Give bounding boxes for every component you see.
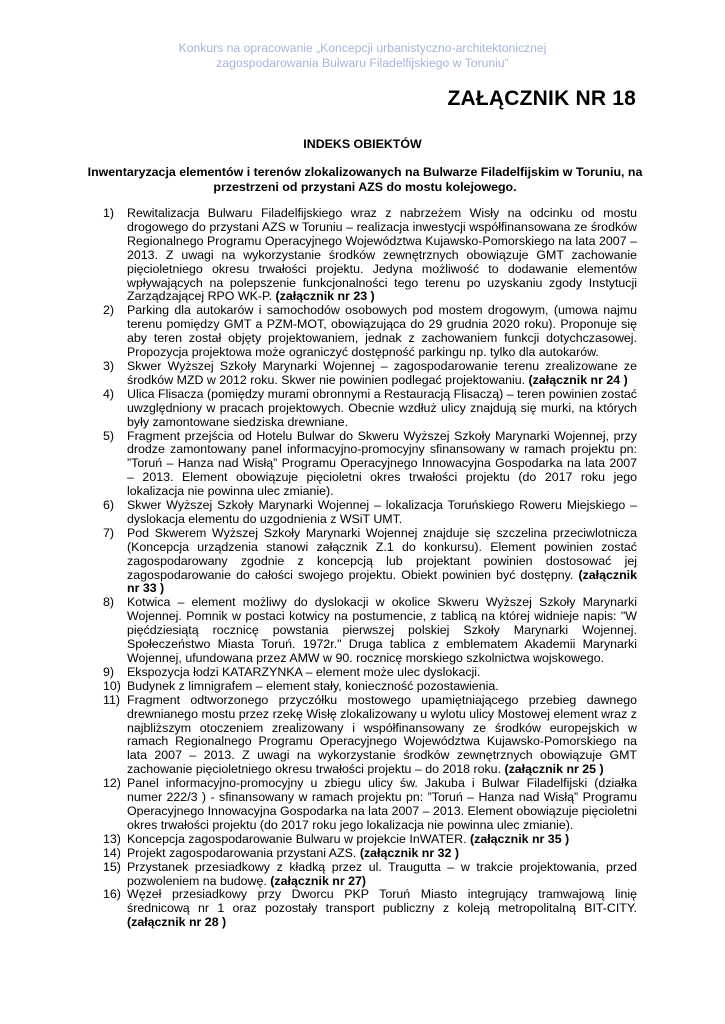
list-item-text: Skwer Wyższej Szkoły Marynarki Wojennej – lokalizacja Toruńskiego Roweru Miejskiego – dyslokacja elementu do uzgodnienia z WSiT UMT. [127, 498, 637, 526]
list-item [103, 861, 637, 889]
list-item [103, 847, 637, 861]
list-item-number: 14) [103, 845, 121, 860]
list-item [103, 680, 637, 694]
list-item-number: 8) [103, 595, 115, 610]
header-line-1: Konkurs na opracowanie „Koncepcji urbanistyczno-architektonicznej [178, 41, 547, 55]
attachment-reference: (załącznik nr 33 ) [127, 567, 637, 596]
attachment-reference: (załącznik nr 23 ) [275, 289, 375, 304]
list-item-number: 9) [103, 664, 115, 679]
list-item-text: Fragment przejścia od Hotelu Bulwar do Skweru Wyższej Szkoły Marynarki Wojennej, przy drodze zamontowany panel informacyjno-promocyjny sfinansowany w ramach projektu pn: ”Toruń – Hanza nad Wisłą” Programu Operacyjnego Innowacyjna Gospodarka na lata 2007 – 2013. Element obowiązuje pięcioletni okres trwałości projektu (do 2017 roku jego lokalizacja nie powinna ulec zmianie). [127, 428, 637, 499]
list-item [103, 777, 637, 833]
list-item [103, 430, 637, 500]
attachment-reference: (załącznik nr 25 ) [504, 762, 604, 777]
header-line-2: zagospodarowania Bulwaru Filadelfijskiego w Toruniu” [216, 56, 509, 70]
attachment-reference: (załącznik nr 24 ) [528, 372, 628, 387]
list-item-number: 13) [103, 831, 121, 846]
list-item-text: Koncepcja zagospodarowanie Bulwaru w projekcie InWATER. [127, 831, 467, 846]
list-item-number: 3) [103, 358, 115, 373]
list-item-text: Ulica Flisacza (pomiędzy murami obronnymi a Restauracją Flisaczą) – teren powinien zostać uwzględniony w pracach projektowych. Obecnie wzdłuż ulicy znajdują się murki, na których były zamontowane siedziska drewniane. [127, 386, 637, 429]
list-item-text: Ekspozycja łodzi KATARZYNKA – element może ulec dyslokacji. [127, 664, 481, 679]
attachment-reference: (załącznik nr 32 ) [359, 845, 459, 860]
list-item-number: 10) [103, 678, 121, 693]
list-item-number: 5) [103, 428, 115, 443]
objects-list [103, 207, 637, 930]
list-item [103, 360, 637, 388]
list-item-number: 16) [103, 887, 121, 902]
list-item [103, 388, 637, 430]
attachment-reference: (załącznik nr 35 ) [470, 831, 570, 846]
list-item-text: Budynek z limnigrafem – element stały, konieczność pozostawienia. [127, 678, 499, 693]
list-item [103, 499, 637, 527]
list-item-text: Przystanek przesiadkowy z kładką przez ul. Traugutta – w trakcie projektowania, przed pozwoleniem na budowę. [127, 859, 637, 888]
list-item-text: Węzeł przesiadkowy przy Dworcu PKP Toruń Miasto integrujący tramwajową linię średnicową nr 1 oraz pozostały transport publiczny z koleją metropolitalną BIT-CITY. [127, 887, 637, 916]
list-item-number: 6) [103, 498, 115, 513]
list-item [103, 694, 637, 777]
attachment-title: ZAŁĄCZNIK NR 18 [447, 87, 636, 110]
list-item [103, 304, 637, 360]
document-subtitle: Inwentaryzacja elementów i terenów zlokalizowanych na Bulwarze Filadelfijskim w Toruniu, na przestrzeni od przystani AZS do mostu kolejowego. [87, 165, 643, 194]
list-item-text: Pod Skwerem Wyższej Szkoły Marynarki Wojennej znajduje się szczelina przeciwlotnicza (Koncepcja urządzenia stanowi załącznik Z.1 do konkursu). Element powinien zostać zagospodarowany zgodnie z koncepcją lub projektant powinien dostosować jej zagospodarowanie do całości swojego projektu. Obiekt powinien być dostępny. [127, 525, 637, 582]
competition-header [0, 41, 725, 71]
list-item-number: 15) [103, 859, 121, 874]
list-item [103, 527, 637, 597]
attachment-reference: (załącznik nr 27) [270, 873, 367, 888]
list-item-number: 12) [103, 776, 121, 791]
list-item-number: 1) [103, 206, 115, 220]
attachment-reference: (załącznik nr 28 ) [127, 915, 227, 930]
list-item [103, 596, 637, 666]
list-item-text: Fragment odtworzonego przyczółku mostowego upamiętniającego przebieg dawnego drewnianego mostu przez rzekę Wisłę zlokalizowany u wylotu ulicy Mostowej element wraz z najbliższym otoczeniem zrealizowany i współfinansowany ze środków europejskich w ramach Regionalnego Programu Operacyjnego Województwa Kujawsko-Pomorskiego na lata 2007 – 2013. Z uwagi na wykorzystanie środków zewnętrznych obowiązuje GMT zachowanie pięcioletniego okresu trwałości projektu – do 2018 roku. [127, 692, 637, 777]
list-item-text: Panel informacyjno-promocyjny u zbiegu ulicy św. Jakuba i Bulwar Filadelfijski (działka numer 222/3 ) - sfinansowany w ramach projektu pn: ”Toruń – Hanza nad Wisłą” Programu Operacyjnego Innowacyjna Gospodarka na lata 2007 – 2013. Element obowiązuje pięcioletni okres trwałości projektu (do 2017 roku jego lokalizacja nie powinna ulec zmianie). [127, 776, 637, 832]
index-title: INDEKS OBIEKTÓW [303, 137, 422, 151]
list-item-text: Kotwica – element możliwy do dyslokacji w okolice Skweru Wyższej Szkoły Marynarki Wojennej. Pomnik w postaci kotwicy na postumencie, z tablicą na której widnieje napis: "W pięćdziesiątą rocznicę powstania pierwszej polskiej Szkoły Marynarki Wojennej. Społeczeństwo Miasta Toruń. 1972r." Druga tablica z emblematem Akademii Marynarki Wojennej, ufundowana przez AMW w 90. rocznicę morskiego szkolnictwa wojskowego. [127, 595, 637, 665]
list-item-number: 4) [103, 386, 115, 401]
list-item-number: 2) [103, 303, 115, 318]
list-item-text: Skwer Wyższej Szkoły Marynarki Wojennej – zagospodarowanie terenu zrealizowane ze środków MZD w 2012 roku. Skwer nie powinien podlegać projektowaniu. [127, 358, 637, 387]
list-item [103, 888, 637, 930]
list-item-number: 7) [103, 525, 115, 540]
list-item-text: Projekt zagospodarowania przystani AZS. [127, 845, 357, 860]
list-item [103, 207, 637, 304]
list-item-text: Rewitalizacja Bulwaru Filadelfijskiego wraz z nabrzeżem Wisły na odcinku od mostu drogowego do przystani AZS w Toruniu – realizacja inwestycji współfinansowana ze środków Regionalnego Programu Operacyjnego Województwa Kujawsko-Pomorskiego na lata 2007 – 2013. Z uwagi na wykorzystanie środków zewnętrznych obowiązuje GMT zachowanie pięcioletniego okresu trwałości projektu. Jedyna możliwość to dodawanie elementów wpływających na polepszenie funkcjonalności tego terenu po uzyskaniu zgody Instytucji Zarządzającej RPO WK-P. [127, 206, 637, 304]
list-item [103, 833, 637, 847]
list-item-number: 11) [103, 692, 120, 707]
list-item [103, 666, 637, 680]
list-item-text: Parking dla autokarów i samochodów osobowych pod mostem drogowym, (umowa najmu terenu pomiędzy GMT a PZM-MOT, obowiązująca do 29 grudnia 2020 roku). Proponuje się aby teren został objęty projektowaniem, jednak z zachowaniem funkcji dotychczasowej. Propozycja projektowa może ograniczyć dostępność parkingu np. tylko dla autokarów. [127, 303, 637, 360]
